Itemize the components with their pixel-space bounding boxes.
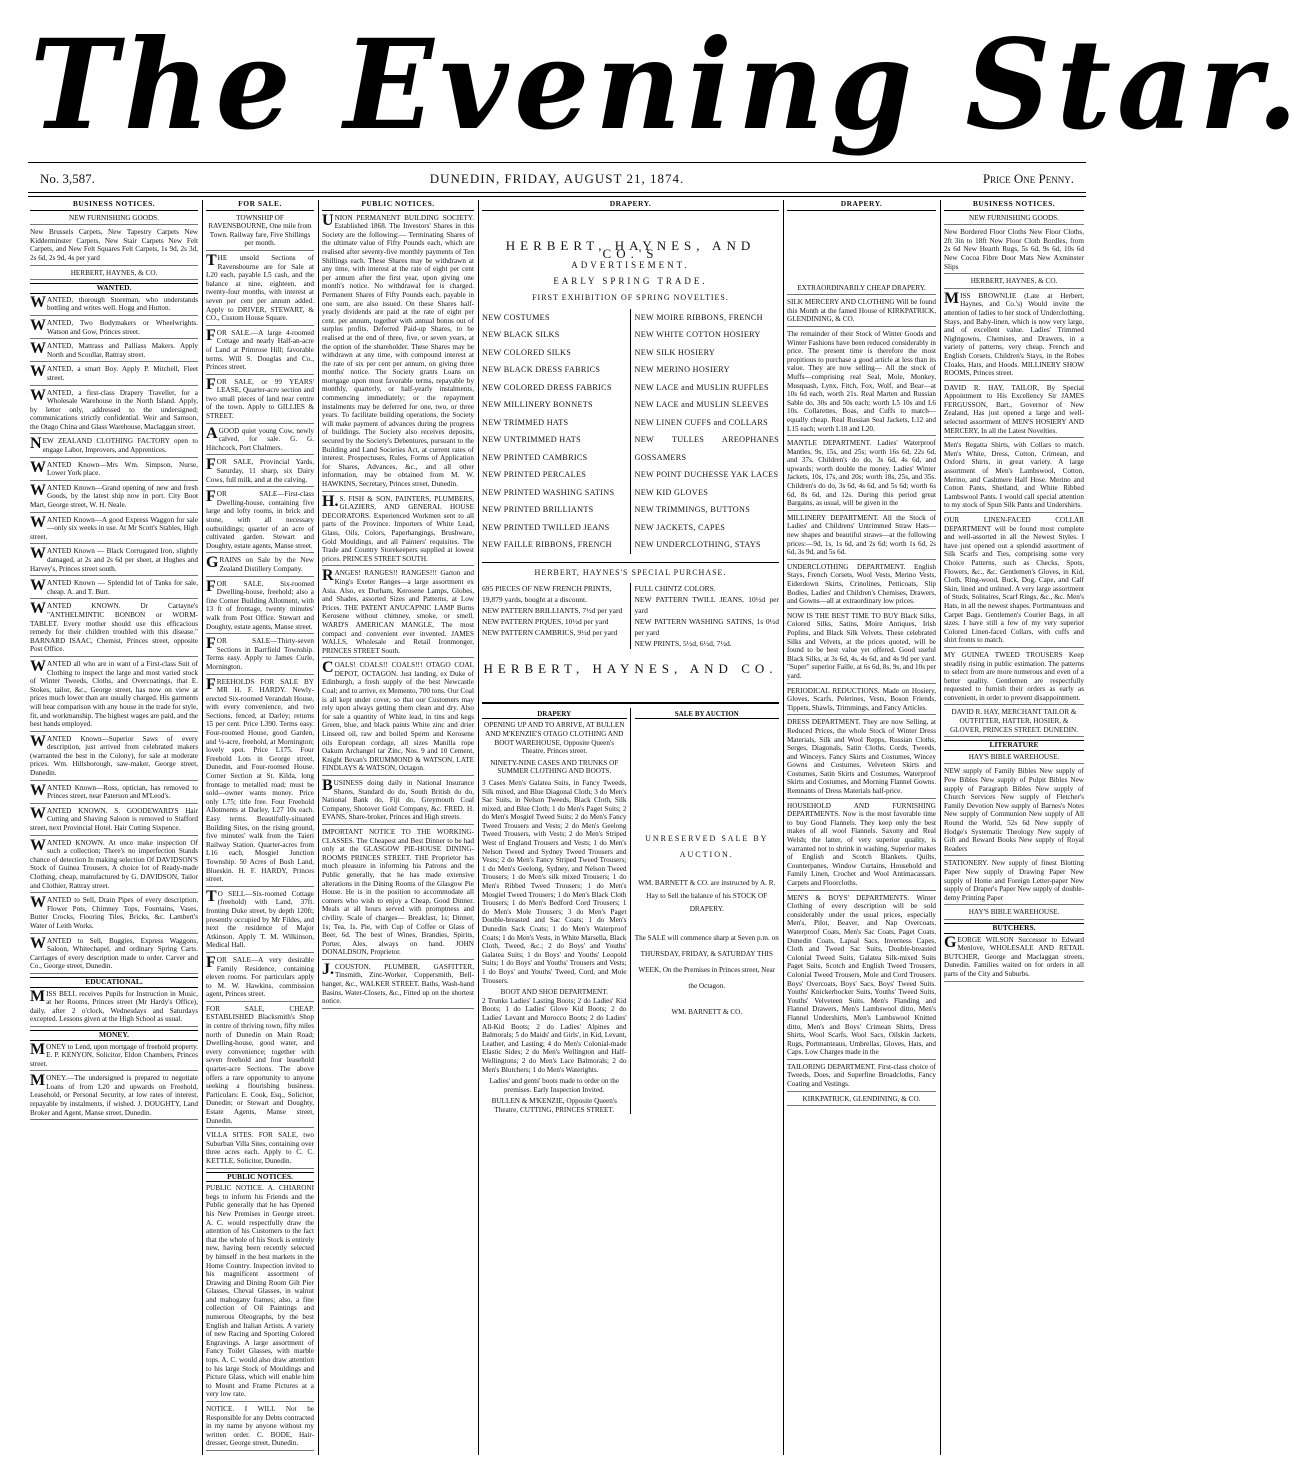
novelty-item: NEW LACE and MUSLIN RUFFLES xyxy=(634,382,769,392)
ad-for-sale: FOR SALE—Thirty-seven Sections in Barrfield Township. Terms easy. Apply to James Curle, Mornington. xyxy=(206,637,314,674)
column-divider xyxy=(783,200,784,1455)
ad-wanted: WANTED KNOWN. S. GOODEWARD'S Hair Cutting and Shaving Saloon is removed to Stafford street, next Provincial Hotel. Hair Cutting Sixpence. xyxy=(30,807,198,836)
special-left xyxy=(482,583,631,649)
ad-business: MISS BROWNLIE (Late at Herbert, Haynes, and Co.'s) Would invite the attention of ladies to her stock of Underclothing, Stays, and Baby-linen, which is now very large, and of excellent value. Ladies' Trimmed Nightgowns, Chemises, and Drawers, in a variety of patterns, very cheap. French and English Corsets, Children's Stays, in the Robes Cloaks, Hats, and Hoods. MILLINERY SHOW ROOMS, Princes street. xyxy=(944,292,1084,381)
boot-list: 2 Trunks Ladies' Lasting Boots; 2 do Ladies' Kid Boots; 1 do Ladies' Glove Kid Boots; 2 do Ladies' Levant and Morocco Boots; 2 do Ladies' All-Kid Boots; 2 do Ladies' Alpines and Balmorals; 5 do Maids' and Girls', in Kid, Levant, Leather, and Lasting; 4 do Men's Colonial-made Elastic Sides; 2 do Men's Wellington and Half-Wellingtons; 2 do Men's Lace Balmorals; 2 do Men's Blutchers; 1 do Men's Waterights. xyxy=(482,996,627,1074)
drapery-lower xyxy=(482,708,779,1115)
ad-wanted: WANTED KNOWN. Dr Cartayne's "ANTHELMINTIC BONBON or WORM-TABLET. Every mother should use this efficacious remedy for their children troubled with this disease." BARNARD ISAAC, Chemist, Princes street, opposite Post Office. xyxy=(30,602,198,657)
novelty-item: NEW COSTUMES xyxy=(482,312,550,322)
ad-business: DAVID R. HAY, MERCHANT TAILOR & OUTFITTER, HATTER, HOSIER, & GLOVER, PRINCES STREET. DUNEDIN. xyxy=(944,708,1084,737)
drapery2-heading: DRAPERY xyxy=(482,710,627,720)
ad-educational: MISS BELL receives Pupils for Instruction in Music, at her Rooms, Princes street (Mr Hardy's Office), daily, after 2 o'clock, Wednesdays and Saturdays excepted. Lessons given at the High School as usual. xyxy=(30,990,198,1027)
novelty-item: NEW MILLINERY BONNETS xyxy=(482,400,593,410)
ad-kirkpatrick: DRESS DEPARTMENT. They are now Selling, at Reduced Prices, the whole Stock of Winter Dress Materials, Silk and Wool Repps, Russian Cloths, Serges, Diagonals, Satin Cloths, Cords, Tweeds, and Winceys. Fancy Skirts and Costumes, Wincey Gowns and Costumes, Velveteen Skirts and Costumes, Satin Skirts and Costumes, Waterproof Skirts and Costumes, and Morning Flannel Gowns. Remnants of Dress Materials half-price. xyxy=(787,718,936,798)
ad-for-sale: GRAINS on Sale by the New Zealand Distillery Company. xyxy=(206,556,314,576)
ad-wanted: WANTED KNOWN. At once make inspection Of such a collection; There's no imperfection Stands chance of detection In making selection Of DAVIDSON'S Stock of Guinea Trousers, A choice lot of Ready-made Clothing, cheap, manufactured by G. DAVIDSON, Tailor and Clothier, Rattray street. xyxy=(30,839,198,894)
ad-wanted: WANTED Known — Black Corrugated Iron, slightly damaged, at 2s and 2s 6d per sheet, at Hughes and Harvey's, Princes street south. xyxy=(30,547,198,576)
ad-for-sale: FOR SALE.—A large 4-roomed Cottage and nearly Half-an-acre of Land at Primrose Hill; favorable terms. Will S. Douglas and Co., Princes street. xyxy=(206,329,314,375)
dateline-rule-bottom xyxy=(28,196,1086,197)
drapery-exhibition: FIRST EXHIBITION OF SPRING NOVELTIES. xyxy=(532,292,729,302)
ad-for-sale: FOR SALE—First-class Dwelling-house, containing five large and lofty rooms, in brick and stone, with all necessary outbuildings; quarter of an acre of cultivated garden. Stewart and Doughty, estate agents, Manse street. xyxy=(206,490,314,553)
column-heading: DRAPERY. xyxy=(787,200,936,211)
special-item: NEW PATTERN PIQUES, 10½d per yard xyxy=(482,617,609,627)
ad-wanted: WANTED Known—Ross, optician, has removed to Princes street, near Paterson and M'Leod's. xyxy=(30,784,198,804)
boot-dept-heading: BOOT AND SHOE DEPARTMENT. xyxy=(500,988,608,997)
novelty-item: NEW FAILLE RIBBONS, FRENCH xyxy=(482,540,612,550)
ad-wanted: WANTED Known—Grand opening of new and fresh Goods, by the latest ship now in port. City Boot Mart, George street, W. H. Neale. xyxy=(30,484,198,513)
ad-business: DAVID R. HAY, TAILOR, By Special Appointment to His Excellency Sir JAMES FERGUSSON, Bart., Governor of New Zealand, Has just opened a large and well-selected assortment of MEN'S HOSIERY AND MERCERY, In all the Latest Novelties. xyxy=(944,384,1084,439)
ad-business: Men's Regatta Shirts, with Collars to match. Men's White, Dress, Cotton, Crimean, and Oxford Shirts, in great variety. A large assortment of Men's Lambswool, Cotton, Merino, and Cashmere Half Hose. Merino and Cotton Pants, Shetland, and White Ribbed Lambswool Pants. I would call special attention to my stock of Spun Silk Pants and Undershirts. xyxy=(944,441,1084,513)
drapery-advertisement: ADVERTISEMENT. xyxy=(571,259,690,270)
column-heading: DRAPERY. xyxy=(482,200,779,211)
ad-kirkpatrick: MILLINERY DEPARTMENT. All the Stock of Ladies' and Childrens' Untrimmed Straw Hats—new shapes and beautiful straws—at the following prices:—9d, 1s, 1s 6d, and 2s 6d; worth 1s 6d, 2s 6d, 3s 9d, and 5s 6d. xyxy=(787,514,936,560)
novelty-item: NEW UNDERCLOTHING, STAYS xyxy=(634,540,761,550)
auction-heading: SALE BY AUCTION xyxy=(635,710,780,720)
ad-public-notice: NOTICE. I WILL Not be Responsible for any Debts contracted in my name by anyone without my written order. C. BODE, Hair-dresser, George street, Dunedin. xyxy=(206,1405,314,1451)
masthead xyxy=(30,10,1304,160)
masthead-title: The Evening Star. xyxy=(30,11,1304,158)
ad-coals: COALS! COALS!! COALS!!! OTAGO COAL DEPOT, OCTAGON. Just landing, ex Duke of Edinburgh, a fresh supply of the best Newcastle Coal; and to arrive, ex Memento, 700 tons. Our Coal is all kept under cover, so that our Customers may rely upon always getting them clean and dry. Also for sale a quantity of White lead, in tins and kegs Green, blue, and black paints White zinc and drier Linseed oil, raw and boiled Sperm and Kerosene oils European cordage, all sizes Manilla rope Oakum Archangel tar Zinc, Nos. 9 and 10 Cement, Knight Bevan's DRUMMOND & WATSON, LATE FINDLAYS & WATSON, Octagon. xyxy=(322,661,474,776)
ad-business: OUR LINEN-FACED COLLAR DEPARTMENT will be found most complete and well-assorted in all the Newest Styles. I have just opened out a splendid assortment of Silk Scarfs and Ties, comprising some very Choice Patterns, such as Checks, Spots, Flowers, &c., &c. Gentlemen's Gloves, in Kid, Cloth, Ring-wood, Buck, Dog, Cape, and Calf Skin, lined and unlined. A very large assortment of Studs, Solitaires, Scarf Rings, &c., &c. Men's Hats, in all the newest shapes. Portmanteaus and Carpet Bags. Gentlemen's Courier Bags, in all sizes. I have still a few of my very superior Colored Linen-faced Collars, with cuffs and shirt fronts to match. xyxy=(944,516,1084,648)
column-drapery-kirkpatrick xyxy=(787,200,936,1455)
ad-wanted: WANTED Known—Superior Saws of every description, just arrived from celebrated makers (warranted the best in the Colony), for sale at moderate prices. Wm. Hillsborough, saw-maker, George street, Dunedin. xyxy=(30,735,198,781)
section-money: MONEY. xyxy=(30,1030,198,1041)
ad-for-sale: FREEHOLDS FOR SALE BY MR H. F. HARDY. Newly-erected Six-roomed Verandah House, with every convenience, and two Sections, fenced, at Darley; returns 15 per cent. Price L390. Terms easy. Four-roomed House, good Garden, and ½-acre, freehold, at Mornington; lovely spot. Price L175. Four Freehold Lots in George street, Dunedin, and Four-roomed House. Corner Section at St. Kilda, long frontage to metalled road; must be sold—owner wants money. Price only L75; title free. Four Freehold Allotments at Darley, L27 10s each. Easy terms. Beautifully-situated Building Sites, on the rising ground, five minutes' walk from the Taieri Railway Station. Quarter-acres from L16 each, Mosgiel Junction Township. 50 Acres of Bush Land, Blueskin. H. F. HARDY, Princes street. xyxy=(206,678,314,887)
ad-for-sale: FOR SALE, CHEAP. ESTABLISHED Blacksmith's Shop in centre of thriving town, fifty miles north of Dunedin on Main Road; Dwelling-house, good water, and every convenience; together with seven freehold and four leasehold quarter-acre Sections. The above offers a rare opportunity to anyone seeking a flourishing business. Particulars: E. Cook, Esq., Solicitor, Dunedin; or Stewart and Doughty, Estate Agents, Manse street, Dunedin. xyxy=(206,1005,314,1128)
ad-for-sale: TO SELL—Six-roomed Cottage (freehold) with Land, 37ft. fronting Duke street, by depth 120ft; presently occupied by Mr Fildes, and next the residence of Major Atkinson. Apply T. M. Wilkinson, Medical Hall. xyxy=(206,890,314,953)
section-literature: LITERATURE xyxy=(944,740,1084,751)
novelty-item: NEW PRINTED PERCALES xyxy=(482,470,587,480)
bullen-signature: BULLEN & M'KENZIE, Opposite Queen's Theatre, CUTTING, PRINCES STREET. xyxy=(491,1097,617,1114)
ad-wanted: WANTED Known—A good Express Waggon for sale—only six weeks in use. At Mr Scott's Stables, High street. xyxy=(30,516,198,545)
ad-kirkpatrick: PERIODICAL REDUCTIONS. Made on Hosiery, Gloves, Scarfs, Pelerines, Vests, Boson Friends, Tippets, Shawls, Trimmings, and Fancy Articles. xyxy=(787,687,936,716)
ad-kirkpatrick-signature: KIRKPATRICK, GLENDINING, & CO. xyxy=(787,1095,936,1107)
novelty-item: NEW PRINTED CAMBRICS xyxy=(482,452,588,462)
section-educational: EDUCATIONAL. xyxy=(30,977,198,988)
special-item: NEW PRINTS, 5½d, 6½d, 7½d. xyxy=(634,639,732,649)
ad-wanted: WANTED all who are in want of a First-class Suit of Clothing to inspect the large and most varied stock of Winter Tweeds, Cloths, and Overcoatings, that E. Stokes, tailor, &c., George street, has now on view at prices much lower than are usually charged. His garments will bear comparison with any house in the trade for style, fit, and workmanship. The highest wages are paid, and the best hands employed. xyxy=(30,660,198,732)
ad-wanted: WANTED, Two Bodymakers or Wheelwrights. Watson and Gow, Princes street. xyxy=(30,319,198,339)
ad-literature: NEW supply of Family Bibles New supply of Pew Bibles New supply of Pulpit Bibles New supply of Paragraph Bibles New supply of Church Services New supply of Fletcher's Family Devotion New supply of Barnes's Notes New supply of Communion New supply of All Round the World, 52s 6d New supply of Hodge's Systematic Theology New supply of Gift and Reward Books New supply of Royal Readers xyxy=(944,767,1084,856)
column-business-wanted xyxy=(30,200,198,1455)
novelties-left xyxy=(482,309,631,554)
ad-business: NEW FURNISHING GOODS. xyxy=(944,214,1084,226)
section-public-notices: PUBLIC NOTICES. xyxy=(206,1172,314,1183)
ad-building-society: UNION PERMANENT BUILDING SOCIETY. Established 1868. The Investors' Shares in this Society are the following:— Terminating Shares of the ultimate value of Fifty Pounds each, which are realised after seventy-five monthly payments of Ten Shillings each. These Shares may be withdrawn at any time, with interest at the rate of eight per cent per annum after the first year, upon giving one month's notice. No withdrawal fee is charged. Permanent Shares of Fifty Pounds each, payable in one sum, are also issued. On these Shares half-yearly dividends are paid at the rate of eight per cent. per annum, together with annual bonus out of surplus profits. Deferred Paid-up Shares, to be realised at the end of three, five, or seven years, at the option of the shareholder. These Shares may be withdrawn at any time, with compound interest at the rate of six per cent per annum, on giving three months' notice. The Society grants Loans on mortgage upon most favorable terms, repayable by monthly, quarterly, or half-yearly instalments, commencing immediately; or the repayment instalments may be deferred for one, two, or three years. To facilitate building operations, the Society will make payment of advances during the progress of buildings. The Society also receives deposits, secured by the Society's Debentures, pursuant to the Building and Land Societies Act, at current rates of interest. Prospectuses, Rules, Forms of Application for Shares, Advances, &c., and all other information, may be obtained from M. W. HAWKINS, Secretary, Princes street, Dunedin. xyxy=(322,214,474,492)
special-item: NEW PATTERN BRILLIANTS, 7½d per yard xyxy=(482,606,623,616)
ad-kirkpatrick: MANTLE DEPARTMENT. Ladies' Waterproof Mantles, 9s, 15s, and 25s; worth 16s 6d, 22s 6d, and 37s. Children's do do, 3s 6d, 4s 6d, and upwards; worth double the money. Ladies' Winter Jackets, 10s, 17s, and 20s; worth 18s, 25s, and 35s. Children's do do, 3s 6d, 4s 6d, and 5s 6d; worth 6s 6d, 8s 6d, and 12s. During this period great Bargains, as usual, will be given in the xyxy=(787,439,936,511)
special-item: FULL CHINTZ COLORS. xyxy=(634,584,716,594)
auction-times: The SALE will commence sharp at Seven p.m. on THURSDAY, FRIDAY, & SATURDAY THIS WEEK, On the Premises in Princes street, Near the Octagon. xyxy=(634,934,779,991)
ad-for-sale: THE unsold Sections of Ravensbourne are for Sale at L20 each, payable L5 cash, and the balance at nine, eighteen, and twenty-four months, with interest at seven per cent per annum added. Apply to DRIVER, STEWART, & CO., Custom House Square. xyxy=(206,254,314,326)
special-item: 695 PIECES OF NEW FRENCH PRINTS, xyxy=(482,584,612,594)
drapery-firm-name: HERBERT, HAYNES, AND CO.'S xyxy=(505,237,756,262)
ad-pie-house: IMPORTANT NOTICE TO THE WORKING-CLASSES. The Cheapest and Best Dinner to be had only at the GLASGOW PIE-HOUSE DINING-ROOMS PRINCES STREET. THE Proprietor has much pleasure in informing his Patrons and the Public generally, that he has made extensive alterations in the Dining Rooms of the Glasgow Pie House. He is in the position to accommodate all comers who wish to enjoy a Cheap, Good Dinner. Meals at all hours served with promptness and civility. Scale of charges— Breakfast, 1s; Dinner, 1s; Tea, 1s. Pie, with Cup of Coffee or Glass of Beer, 6d. The best of Wines, Brandies, Spirits, Porter, Ales, always on hand. JOHN DONALDSON, Proprietor. xyxy=(322,828,474,960)
ad-wanted: WANTED, thorough Storeman, who understands bottling and writes well. Hogg and Hutton. xyxy=(30,296,198,316)
novelty-item: NEW MOIRE RIBBONS, FRENCH xyxy=(634,312,763,322)
column-business-literature xyxy=(944,200,1084,1455)
ad-wanted: WANTED, Mattrass and Palliass Makers. Apply North and Scoullar, Rattray street. xyxy=(30,342,198,362)
auction-signature: WM. BARNETT & CO. xyxy=(671,1008,743,1017)
novelty-item: NEW LACE and MUSLIN SLEEVES xyxy=(634,400,769,410)
column-heading: PUBLIC NOTICES. xyxy=(322,200,474,211)
drapery-trade: EARLY SPRING TRADE. xyxy=(553,276,708,287)
novelty-item: NEW LINEN CUFFS and COLLARS xyxy=(634,417,768,427)
auction-title: UNRESERVED SALE BY AUCTION. xyxy=(645,834,769,860)
column-drapery-main xyxy=(482,200,779,1455)
novelty-item: NEW PRINTED TWILLED JEANS xyxy=(482,522,610,532)
masthead-rule xyxy=(28,162,1086,163)
bullen-intro: OPENING UP AND TO ARRIVE, AT BULLEN AND M'KENZIE'S OTAGO CLOTHING AND BOOT WAREHOUSE, Opposite Queen's Theatre, Princes street. xyxy=(484,721,625,756)
column-heading: BUSINESS NOTICES. xyxy=(30,200,198,211)
ad-for-sale: FOR SALE, or 99 YEARS' LEASE, Quarter-acre section and two small pieces of land near centre of the town. Apply to GILLIES & STREET. xyxy=(206,378,314,424)
ad-money: MONEY to Lend, upon mortgage of freehold property. E. P. KENYON, Solicitor, Eldon Chambers, Princes street. xyxy=(30,1043,198,1072)
novelty-item: NEW BLACK SILKS xyxy=(482,330,560,340)
novelty-item: NEW PRINTED WASHING SATINS xyxy=(482,487,615,497)
novelty-item: NEW BLACK DRESS FABRICS xyxy=(482,365,601,375)
bullen-clothing-list: 3 Cases Men's Galatea Suits, in Fancy Tweeds, Silk mixed, and Blue Diagonal Cloth; 3 do Men's Sac Suits, in Nelson Tweeds, Black Cloth, Silk mixed, and Blue Cloth; 1 do Men's Paget Suits; 2 do Men's Mosgiel Tweed Suits; 2 do Men's Fancy Tweed Trousers and Vests; 2 do Men's Geelong Tweed Trousers, with Vests; 2 do Men's Striped West of England Trousers and Vests; 1 do Men's Nelson Tweed and Sydney Tweed Trousers and Vests; 2 do Men's Fancy Striped Tweed Trousers; 1 do Men's Geelong, Sydney, and Nelson Tweed Trousers; 1 do Men's silk mixed Trousers; 1 do Men's Ribbed Tweed Trousers; 1 do Men's Mosgiel Tweed Trousers; 1 do Men's Black Cloth Trousers; 1 do Men's Bedford Cord Trousers; 1 do Men's Mole Trousers; 3 do Men's Paget Double-breasted and Sac Coats; 1 do Men's Dunedin Sack Coats; 1 do Men's Waterproof Coats; 1 do Men's Vests, in White Marsella, Black Cloth, Tweed, &c.; 2 do Boys' and Youths' Galatea Suits; 1 do Boys' and Youths' Leopold Suits; 1 do Boys' and Youths' Trousers and Vests; 1 do Boys' and Youths' Tweed, Cord, and Mole Trousers. xyxy=(482,778,627,985)
special-right xyxy=(635,583,780,649)
ad-kirkpatrick: SILK MERCERY AND CLOTHING Will be found this Month at the famed House of KIRKPATRICK, GLENDINING, & CO. xyxy=(787,298,936,327)
special-purchase-list xyxy=(482,583,779,649)
novelty-item: NEW TRIMMINGS, BUTTONS xyxy=(634,505,751,515)
ad-wanted: WANTED Known — Splendid lot of Tanks for sale, cheap. A. and T. Burt. xyxy=(30,579,198,599)
ad-literature: HAY'S BIBLE WAREHOUSE. xyxy=(944,908,1084,920)
ad-kirkpatrick: TAILORING DEPARTMENT. First-class choice of Tweeds, Does, and Superfine Broadcloths, Fancy Coating and Vestings. xyxy=(787,1063,936,1092)
ad-money: MONEY.—The undersigned is prepared to negotiate Loans of from L20 and upwards on Freehold, Leasehold, or Personal Security, at low rates of interest, repayable by instalments, if wished. J. DOUGHTY, Land Broker and Agent, Manse street, Dunedin. xyxy=(30,1074,198,1120)
section-butchers: BUTCHERS. xyxy=(944,923,1084,934)
auction-body: WM. BARNETT & CO. are instructed by A. R. Hay to Sell the balance of his STOCK OF DRAPERY. xyxy=(638,879,776,914)
special-item: 19,879 yards, bought at a discount. xyxy=(482,595,587,605)
ad-wanted: WANTED, a smart Boy. Apply P. Mitchell, Fleet street. xyxy=(30,365,198,385)
ad-wanted: WANTED to Sell, Drain Pipes of every description, Flower Pots, Chimney Tops, Fountains, Vases, Butter Crocks, Flooring Tiles, Bricks, &c. Lambert's Water of Leith Works. xyxy=(30,896,198,933)
column-heading: FOR SALE. xyxy=(206,200,314,211)
ad-literature: HAY'S BIBLE WAREHOUSE. xyxy=(944,753,1084,765)
column-divider xyxy=(478,200,479,1455)
ad-for-sale: FOR SALE, Six-roomed Dwelling-house, freehold; also a fine Corner Building Allotment, with 13 ft of frontage, twenty minutes' walk from Post Office. Stewart and Doughty, estate agents, Manse street. xyxy=(206,580,314,635)
ad-couston: J.COUSTON, PLUMBER, GASFITTER, Tinsmith, Zinc-Worker, Coppersmith, Bell-hanger, &c., WALKER STREET. Baths, Wash-hand Basins, Water-Closets, &c., Fitted up on the shortest notice. xyxy=(322,963,474,1009)
column-divider xyxy=(318,200,319,1455)
ad-kirkpatrick: NOW IS THE BEST TIME TO BUY Black Silks, Colored Silks, Satins, Moire Antiques, Irish Poplins, and Black Silk Velvets. These celebrated Silks and Velvets, at the prices quoted, will be found to be best value yet offered. Good useful Black Silks, at 3s 6d, 4s, 4s 6d, and 4s 9d per yard. "Super" superior Faille, at 6s 6d, 8s, 9s, and 10s per yard. xyxy=(787,612,936,684)
ad-for-sale: AGOOD quiet young Cow, newly calved, for sale. G. G. Hitchcock, Port Chalmers. xyxy=(206,427,314,456)
novelty-item: NEW COLORED SILKS xyxy=(482,347,572,357)
ad-for-sale: FOR SALE—A very desirable Family Residence, containing eleven rooms. For particulars apply to M. W. Hawkins, commission agent, Princes street. xyxy=(206,956,314,1002)
ad-butcher: GEORGE WILSON Successor to Edward Menlove, WHOLESALE AND RETAIL BUTCHER, George and Maclaggan streets, Dunedin. Families waited on for orders in all parts of the City and Suburbs. xyxy=(944,936,1084,982)
novelty-item: NEW SILK HOSIERY xyxy=(634,347,716,357)
bullen-cases: NINETY-NINE CASES AND TRUNKS OF SUMMER CLOTHING AND BOOTS. xyxy=(490,758,619,776)
column-divider xyxy=(202,200,203,1455)
special-item: NEW PATTERN CAMBRICS, 9½d per yard xyxy=(482,628,618,638)
special-item: NEW PATTERN TWILL JEANS, 10½d per yard xyxy=(634,595,779,616)
ad-kirkpatrick: UNDERCLOTHING DEPARTMENT. English Stays, French Corsets, Wool Vests, Merino Vests, Eiderdown Skirts, Crinolines, Petticoats, Slip Bodies, Ladies' and Children's Chemises, Drawers, and Gowns—all at extraordinary low prices. xyxy=(787,563,936,609)
section-wanted: WANTED. xyxy=(30,283,198,294)
ad-for-sale: TOWNSHIP OF RAVENSBOURNE, One mile from Town. Railway fare, Five Shillings per month. xyxy=(206,214,314,251)
novelty-item: NEW MERINO HOSIERY xyxy=(634,365,730,375)
novelty-item: NEW TRIMMED HATS xyxy=(482,417,569,427)
ad-fish-and-son: H.S. FISH & SON, PAINTERS, PLUMBERS, GLAZIERS, AND GENERAL HOUSE DECORATORS. Experienced Workmen sent to all parts of the Province. Importers of White Lead, Glass, Oils, Colors, Paperhangings, Brushware, Gold Mouldings, and all Painters' requisites. The Trade and Country Storekeepers supplied at lowest prices. PRINCES STREET SOUTH. xyxy=(322,495,474,567)
novelty-item: NEW PRINTED BRILLIANTS xyxy=(482,505,594,515)
special-item: NEW PATTERN WASHING SATINS, 1s 0½d per yard xyxy=(634,617,779,638)
novelties-list xyxy=(482,309,779,554)
column-heading: BUSINESS NOTICES. xyxy=(944,200,1084,211)
ad-for-sale: FOR SALE, Provincial Yards, Saturday, 11 sharp, six Dairy Cows, full milk, and at the calving. xyxy=(206,458,314,487)
ad-wanted: WANTED to Sell, Buggies, Express Waggons, Saloon, Whitechapel, and ordinary Spring Carts. Carriages of every description made to order. Carver and Co., George street, Dunedin. xyxy=(30,937,198,974)
ad-kirkpatrick: EXTRAORDINARILY CHEAP DRAPERY. xyxy=(787,284,936,296)
ad-business: HERBERT, HAYNES, & CO. xyxy=(944,277,1084,289)
ad-business: MY GUINEA TWEED TROUSERS Keep steadily rising in public estimation. The patterns to select from are more numerous and even of a better quality. Gentlemen are respectfully requested to furnish their orders as early as convenient, in order to prevent disappointment. xyxy=(944,651,1084,706)
dateline xyxy=(30,168,1084,190)
ad-public-notice: PUBLIC NOTICE. A. CHIARONI begs to inform his Friends and the Public generally that he has Opened his New Premises in George street. A. C. would respectfully draw the attention of his Customers to the fact that the whole of his Stock is entirely new, having been recently selected by himself in the best markets in the Home Country. Inspection invited to his magnificent assortment of Drawing and Dining Room Gilt Pier Glasses, Cheval Glasses, in walnut and mahogany frames; also, a fine collection of Oil Paintings and numerous Oleographs, by the best English and Italian Artists. A variety of new Racing and Sporting Colored Engravings. A large assortment of Fancy Toilet Glasses, with marble tops. A. C. would also draw attention to his large Stock of Mouldings and Picture Glass, which will enable him to Mount and Frame Pictures at a very low rate. xyxy=(206,1184,314,1402)
ad-wanted: WANTED, a first-class Drapery Traveller, for a Wholesale Warehouse in the North Island. Apply, by letter only, addressed to the undersigned; communications strictly confidential. Weir and Samson, the Otago China and Glass Warehouse, Maclaggan street. xyxy=(30,389,198,435)
drapery-footer: HERBERT, HAYNES, AND CO. xyxy=(483,661,778,677)
ad-shares: BUSINESS doing daily in National Insurance Shares, Standard do do, South British do do, National Bank do, Fiji do, Greymouth Coal Company, Shotover Gold Company, &c. FRED. H. EVANS, Share-broker, Princes and High streets. xyxy=(322,779,474,825)
novelty-item: NEW JACKETS, CAPES xyxy=(634,522,726,532)
ad-kirkpatrick: The remainder of their Stock of Winter Goods and Winter Fashions have been reduced considerably in price. The present time is therefore the most propitious to purchase a good article at less than its value. They are now selling— All the stock of Muffs—comprising real Seal, Mole, Monkey, Musquash, Lynx, Fitch, Fox, Wolf, and Bear—at 10s 6d each, worth 21s. Real Marten and Russian Sable do, 30s and 50s each; worth L5 10s and L6 10s. Collarettes, Boas, and Cuffs to match—equally cheap. Real Russian Seal Jackets, L12 and L15 each; worth L18 and L20. xyxy=(787,330,936,436)
column-public-notices xyxy=(322,200,474,1455)
ad-furnishing-body: New Brussels Carpets, New Tapestry Carpets New Kidderminster Carpets, New Stair Carpets New Felt Carpets, and New Felt Squares Felt Carpets, 1s 9d, 2s 3d, 2s 6d, 2s 9d, 4s per yard xyxy=(30,228,198,265)
column-divider xyxy=(940,200,941,1455)
ad-wanted: WANTED Known—Mrs Wm. Simpson, Nurse, Lower York place. xyxy=(30,461,198,481)
ad-furnishing-signature: HERBERT, HAYNES, & CO. xyxy=(30,269,198,281)
ad-kirkpatrick: MEN'S & BOYS' DEPARTMENTS. Winter Clothing of every description will be sold considerably under the usual prices, especially Men's, Pilot, Beaver, and Nap Overcoats, Waterproof Coats, Men's Sac Coats, Paget Coats, Dunedin Coats, Lapsal Sacs, Inverness Capes, Cloth and Tweed Sac Suits, Double-breasted Colonial Tweed Suits, Galatea Silk-mixed Suits Paget Suits, Scotch and English Tweed Trousers, Colonial Tweed Trousers, Mole and Cord Trousers. Boys' Overcoats, Boys' Sacs, Boys' Tweed Suits. Youths' Knickerbocker Suits, Youths' Tweed Suits, Youths' Velveteen Suits. Men's Flanding and Flannel Drawers, Men's Lambswool ditto, Men's Flannel Undershirts, Men's Lambswool Knitted ditto, Men's and Boys' Crimean Shirts, Dress Shirts, Wool Scarfs, Wool Sacs, Oilskin Jackets, Rugs, Portmanteaus, Umbrellas, Gloves, Hats, and Caps. Low Charges made in the xyxy=(787,894,936,1060)
ad-furnishing-title: NEW FURNISHING GOODS. xyxy=(30,214,198,226)
ad-ranges: RANGES! RANGES!! RANGES!!! Garton and King's Exeter Ranges—a large assortment ex Asia. Also, ex Durham, Kerosene Lamps, Globes, and Shades, assorted Sizes and Patterns, at Low Prices. THE PATENT ANUCAPNIC LAMP Burns Kerosene without chimney, smoke, or smell. WARD'S AMERICAN MANGLE, The most compact and convenient ever invented. JAMES WALLS, Wholesale and Retail Ironmonger, PRINCES STREET South. xyxy=(322,569,474,658)
bullen-notice: Ladies' and gents' boots made to order on the premises. Early Inspection Invited. xyxy=(489,1077,620,1094)
special-purchase-heading: HERBERT, HAYNES'S SPECIAL PURCHASE. xyxy=(482,562,779,578)
novelty-item: NEW WHITE COTTON HOSIERY xyxy=(634,330,761,340)
novelty-item: NEW POINT DUCHESSE YAK LACES xyxy=(634,470,779,480)
dateline-rule-top xyxy=(28,192,1086,193)
issue-date: DUNEDIN, FRIDAY, AUGUST 21, 1874. xyxy=(429,171,685,186)
novelty-item: NEW UNTRIMMED HATS xyxy=(482,435,581,445)
novelty-item: NEW TULLES AREOPHANES GOSSAMERS xyxy=(634,435,779,462)
column-for-sale xyxy=(206,200,314,1455)
ad-wanted: NEW ZEALAND CLOTHING FACTORY open to engage Labor, Improvers, and Apprentices. xyxy=(30,437,198,457)
ad-for-sale: VILLA SITES. FOR SALE, two Suburban Villa Sites, containing over three acres each. Apply to C. C. KETTLE, Solicitor, Dunedin. xyxy=(206,1131,314,1168)
issue-number: No. 3,587. xyxy=(40,171,95,186)
novelties-right xyxy=(635,309,780,554)
auction-ad xyxy=(635,708,780,1115)
ad-literature: STATIONERY. New supply of finest Blotting Paper New supply of Drawing Paper New supply of Home and Foreign Letter-paper New supply of Draper's Paper New supply of double-demy Printing Paper xyxy=(944,859,1084,905)
ad-business: New Bordered Floor Cloths New Floor Cloths, 2ft 3in to 18ft New Floor Cloth Bordles, from 2s 6d New Hearth Rugs, 5s 6d, 9s 6d, 10s 6d New Cocoa Fibre Door Mats New Axminster Slips xyxy=(944,228,1084,274)
novelty-item: NEW KID GLOVES xyxy=(634,487,709,497)
bullen-mckenzie-ad xyxy=(482,708,631,1115)
novelty-item: NEW COLORED DRESS FABRICS xyxy=(482,382,612,392)
ad-kirkpatrick: HOUSEHOLD AND FURNISHING DEPARTMENTS. Now is the most favorable time to buy Good Flannels. They keep only the best makes of all wool Flannels. Saxony and Real Welsh; the latter, of very superior quality, is warranted not to shrink in washing. Superior makes of English and Scotch Blankets. Quilts, Counterpanes, Window Curtains, Household and Family Linen, Crochet and Wool Antimacassars. Carpets and Floorcloths. xyxy=(787,802,936,891)
issue-price: Price One Penny. xyxy=(982,171,1074,186)
